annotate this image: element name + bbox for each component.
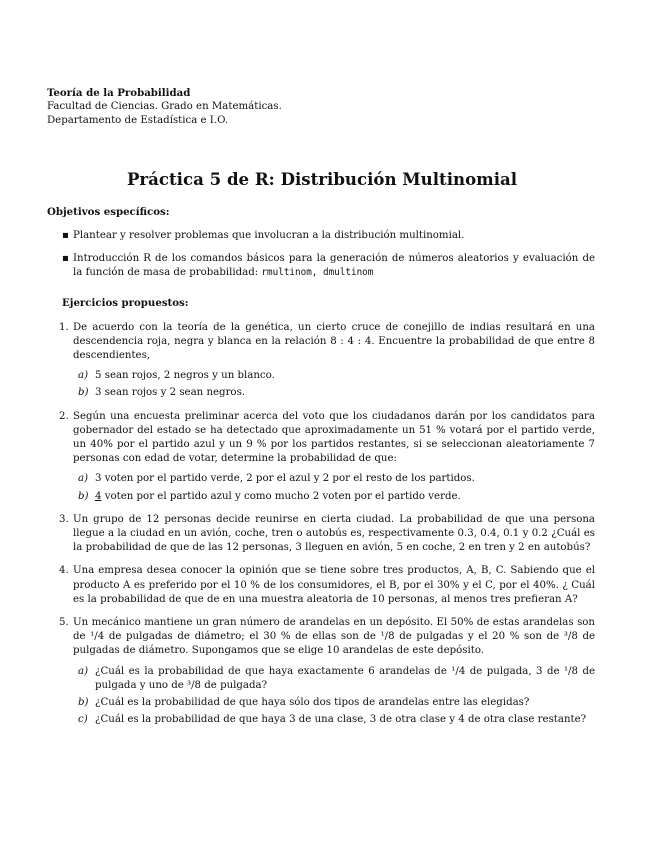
subquestion-label: b): [78, 697, 89, 709]
subquestion-list: [73, 369, 595, 400]
objective-text: Introducción R de los comandos básicos para la generación de números aleatorios y evaluación de la función de masa de probabilidad:: [73, 253, 595, 279]
subquestion: [73, 386, 595, 400]
subquestion: [73, 696, 595, 710]
document-page: [47, 86, 595, 737]
exercise-number: 4.: [59, 565, 69, 577]
r-commands-code: rmultinom, dmultinom: [261, 267, 374, 279]
subquestion-text: 3 sean rojos y 2 sean negros.: [95, 387, 246, 399]
exercise-number: 1.: [59, 321, 69, 333]
subquestion-list: [73, 665, 595, 728]
exercise-text: Según una encuesta preliminar acerca del voto que los ciudadanos darán por los candidatos para gobernador del estado se ha detectado que aproximadamente un 51 % votará por el partido verde, un 40% por el partido azul y un 9 % por los partidos restantes, si se seleccionan aleatoriamente 7 personas con edad de votar, determine la probabilidad de que:: [73, 410, 595, 465]
subquestion-list: [73, 472, 595, 503]
exercise-item: [47, 616, 595, 727]
exercise-text: Un grupo de 12 personas decide reunirse en cierta ciudad. La probabilidad de que una persona llegue a la ciudad en un avión, coche, tren o autobús es, respectivamente 0.3, 0.4, 0.1 y 0.2 ¿Cuál es la probabilidad de que de las 12 personas, 3 lleguen en avión, 5 en coche, 2 en tren y 2 en autobús?: [73, 513, 595, 554]
exercise-text: Una empresa desea conocer la opinión que se tiene sobre tres productos, A, B, C. Sabiendo que el producto A es preferido por el 10 % de los consumidores, el B, por el 30% y el C, por el 40%. ¿ Cuál es la probabilidad de que de en una muestra aleatoria de 10 personas, al menos tres prefieran A?: [73, 565, 595, 605]
subquestion: [73, 713, 595, 727]
exercise-number: 3.: [59, 513, 69, 525]
subquestion-text: ¿Cuál es la probabilidad de que haya 3 de una clase, 3 de otra clase y 4 de otra clase restante?: [95, 714, 587, 726]
exercise-item: [47, 321, 595, 401]
subquestion: [73, 472, 595, 486]
objective-item: [47, 252, 595, 280]
objectives-list: [47, 229, 595, 281]
subquestion-label: b): [78, 490, 89, 502]
bullet-icon: ▪: [62, 229, 69, 241]
objective-item: [47, 229, 595, 243]
subquestion: [73, 665, 595, 693]
exercise-item: [47, 513, 595, 556]
exercises-heading: Ejercicios propuestos:: [62, 297, 189, 310]
exercise-text: Un mecánico mantiene un gran número de arandelas en un depósito. El 50% de estas arandelas son de ¹/4 de pulgadas de diámetro; el 30 % de ellas son de ¹/8 de pulgadas y el 20 % son de ³/8 de pulgadas de diámetro. Supongamos que se elige 10 arandelas de este depósito.: [73, 617, 595, 657]
exercise-number: 5.: [59, 617, 69, 629]
subquestion-text: 3 voten por el partido verde, 2 por el azul y 2 por el resto de los partidos.: [95, 473, 475, 485]
exercises-list: [47, 321, 595, 728]
subquestion-label: c): [78, 714, 88, 726]
exercise-item: [47, 410, 595, 504]
subquestion-label: a): [78, 370, 89, 382]
subquestion-text: ¿Cuál es la probabilidad de que haya exactamente 6 arandelas de ¹/4 de pulgada, 3 de ¹/8 de pulgada y uno de ³/8 de pulgada?: [95, 665, 595, 691]
objective-text: Plantear y resolver problemas que involucran a la distribución multinomial.: [73, 229, 465, 241]
header-block: [47, 86, 595, 129]
subquestion-label: a): [78, 473, 89, 485]
exercise-item: [47, 564, 595, 607]
subquestion-text: voten por el partido azul y como mucho 2 voten por el partido verde.: [101, 490, 461, 502]
bullet-icon: ▪: [62, 253, 69, 265]
subquestion: [73, 369, 595, 383]
subquestion-text: ¿Cuál es la probabilidad de que haya sólo dos tipos de arandelas entre las elegidas?: [95, 697, 530, 709]
department-line: Departamento de Estadística e I.O.: [47, 115, 229, 127]
document-title: Práctica 5 de R: Distribución Multinomial: [126, 168, 518, 189]
exercise-text: De acuerdo con la teoría de la genética, un cierto cruce de conejillo de indias resultará en una descendencia roja, negra y blanca en la relación 8 : 4 : 4. Encuentre la probabilidad de que entre 8 descendientes,: [73, 321, 595, 362]
exercise-number: 2.: [59, 410, 69, 422]
subquestion: [73, 490, 595, 504]
objectives-heading: Objetivos específicos:: [47, 205, 170, 218]
underlined-number: 4: [95, 490, 102, 502]
subquestion-text: 5 sean rojos, 2 negros y un blanco.: [95, 370, 275, 382]
faculty-line: Facultad de Ciencias. Grado en Matemáticas.: [47, 101, 282, 113]
course-name: Teoría de la Probabilidad: [47, 87, 191, 99]
subquestion-label: b): [78, 387, 89, 399]
subquestion-label: a): [78, 665, 89, 677]
